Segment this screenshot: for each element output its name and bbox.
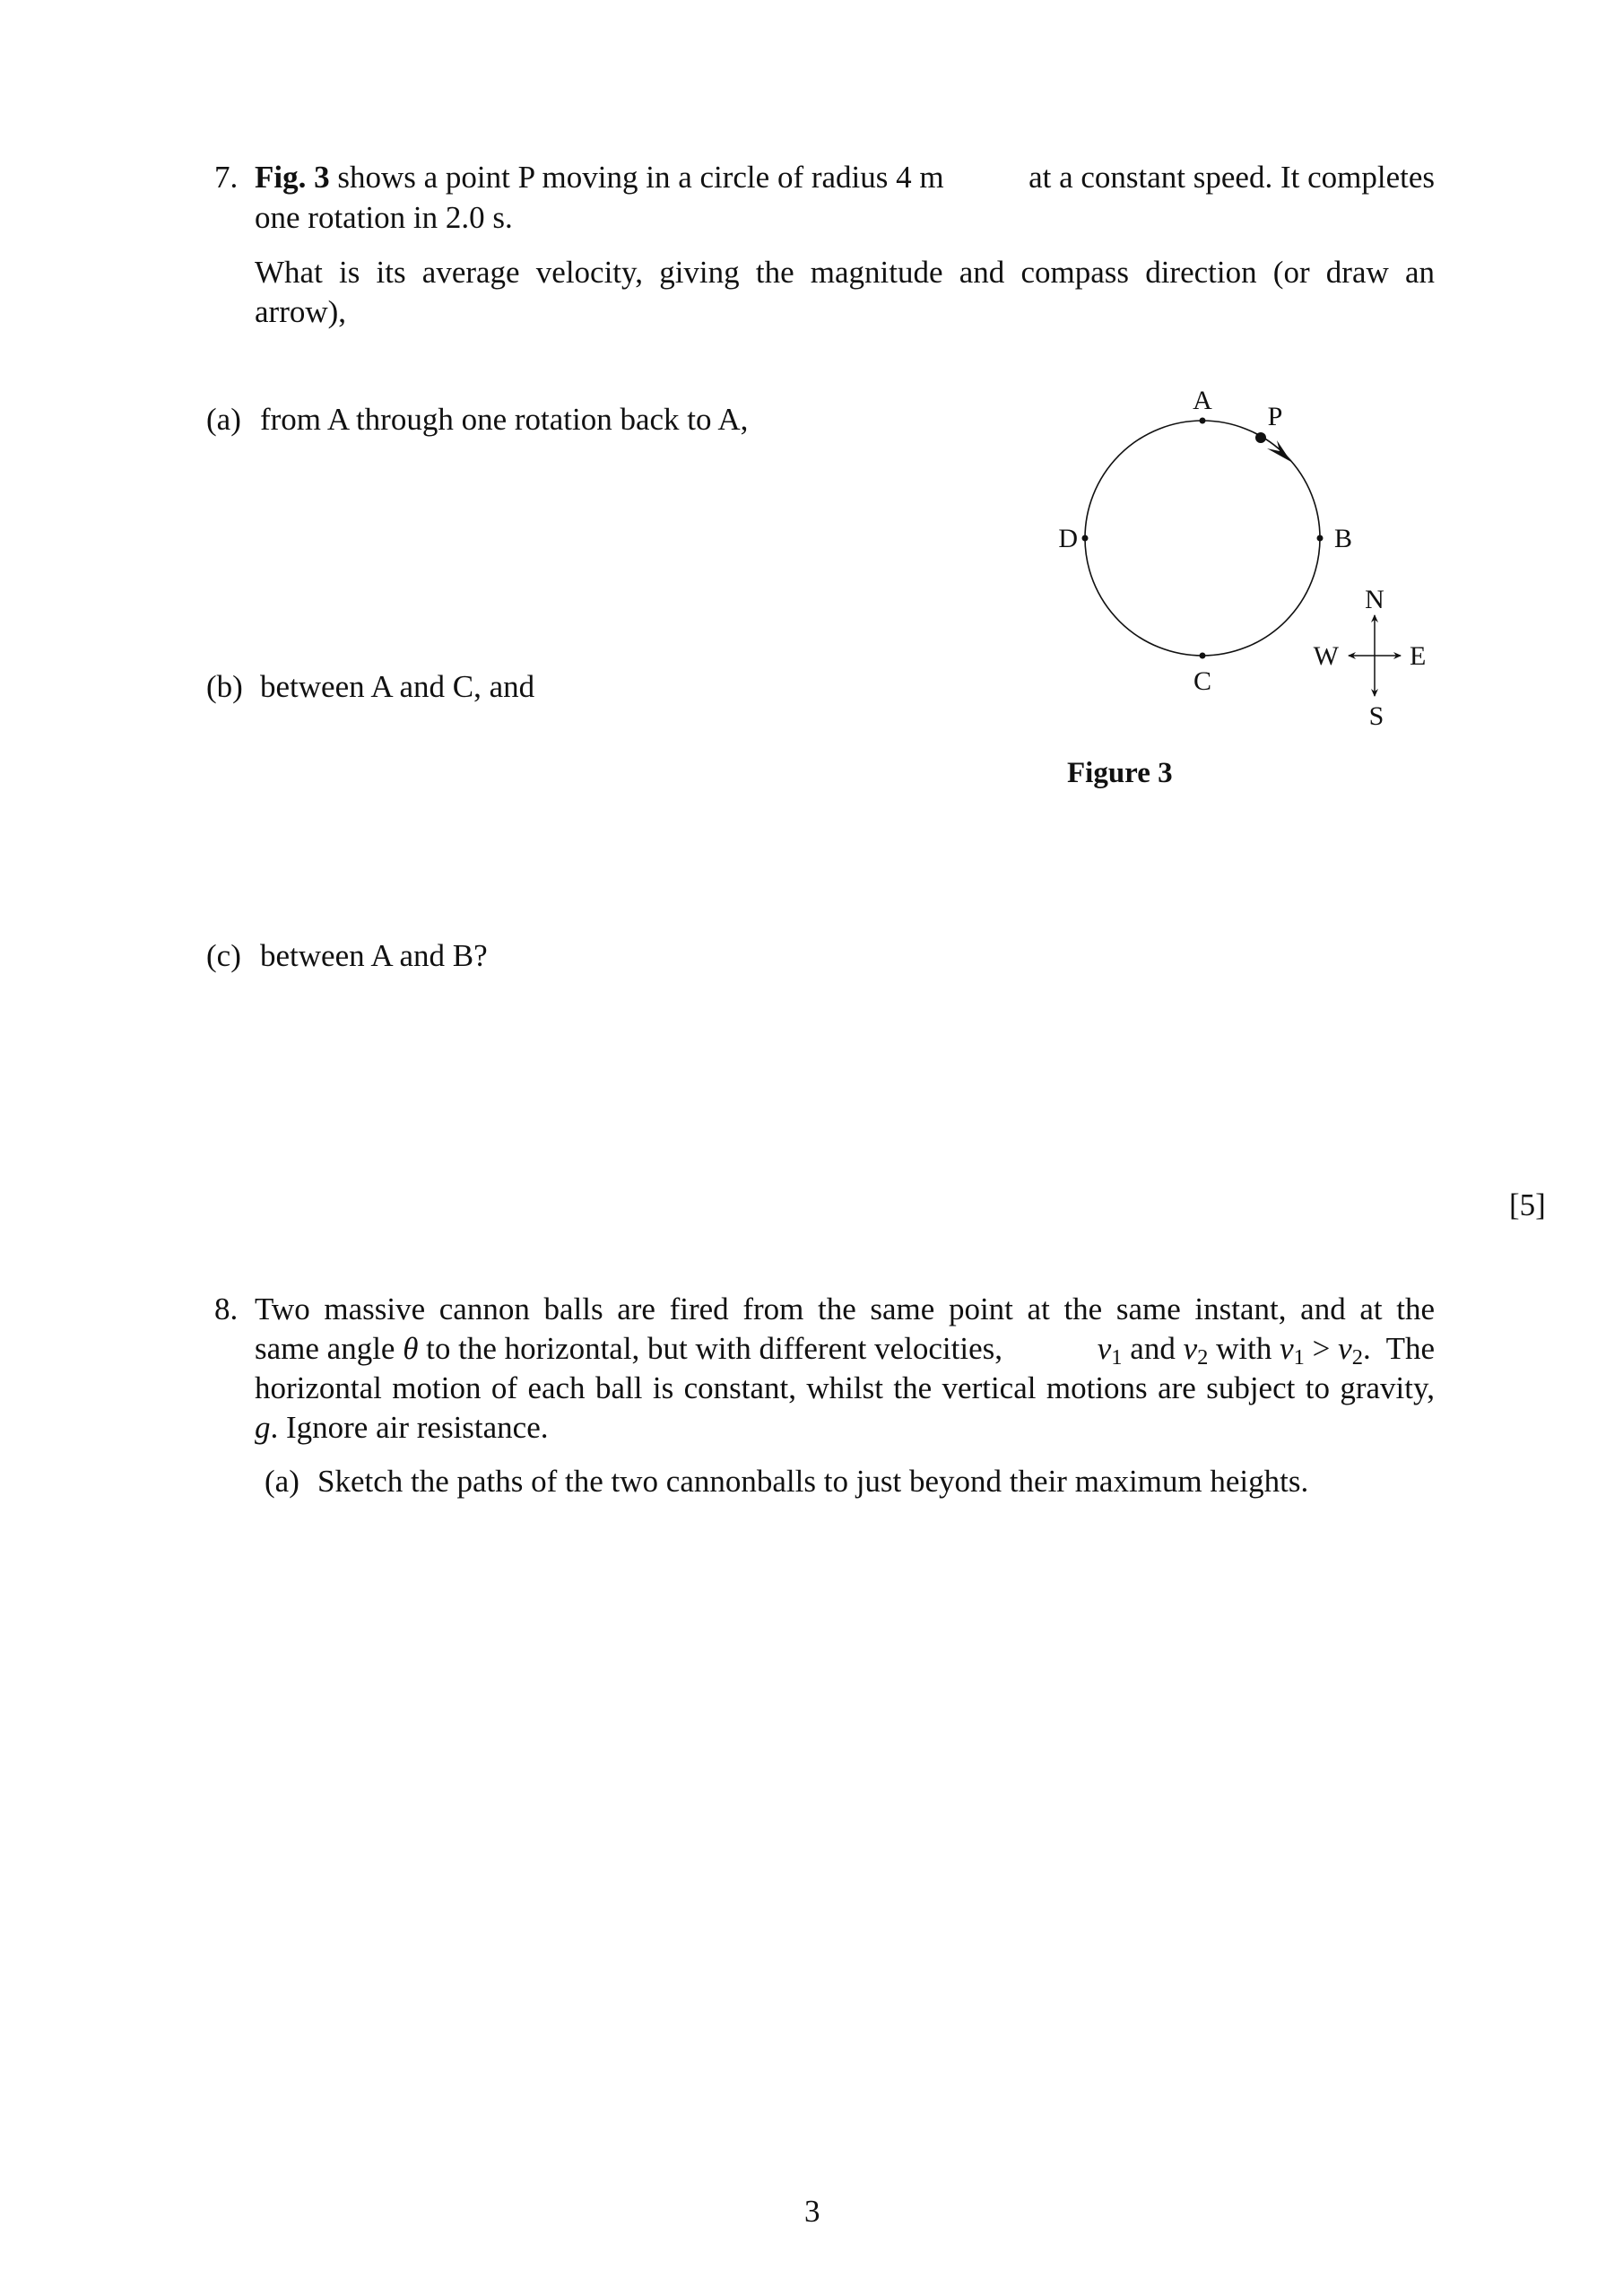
v1-symbol: v [1097,1331,1112,1366]
v2-subscript: 2 [1197,1345,1209,1370]
point-a-dot [1200,418,1206,424]
q8-line2-b: to the horizontal, but with different velocities, [418,1331,1002,1366]
question-7-line-2 [255,202,513,233]
q7-part-c-label: (c) [206,938,241,973]
period-unit: s [484,200,505,235]
q7-part-a-text: from A through one rotation back to A, [260,402,749,437]
question-8-line-2 [255,1331,1435,1370]
theta-symbol: θ [403,1331,419,1366]
radius-value: 4 [896,160,912,195]
question-8-line-3: horizontal motion of each ball is constant, whilst the vertical motions are subject to gravity, [255,1370,1435,1405]
period-value: 2.0 [445,200,485,235]
q8-part-a-text: Sketch the paths of the two cannonballs to just beyond their maximum heights. [317,1464,1309,1499]
v1-subscript: 1 [1111,1345,1123,1370]
q8-line2-lead [255,1333,1002,1364]
point-p-dot [1255,432,1266,443]
compass-label-w: W [1313,641,1339,671]
q8-part-a-label: (a) [265,1464,299,1499]
question-7-line-1 [255,161,1435,193]
q7-line2-b: . [505,200,513,235]
figure-3-diagram [1031,377,1462,735]
gravity-symbol: g [255,1410,271,1445]
compass-rose [1314,585,1427,731]
compass-label-n: N [1365,585,1384,614]
q8-and: and [1122,1331,1184,1366]
compass-label-s: S [1368,701,1384,731]
marks-indicator: [5] [1509,1187,1546,1222]
q7-line2-a: one rotation in [255,200,446,235]
q7-line1-a: shows a point P moving in a circle of radius [329,160,897,195]
label-d: D [1058,524,1078,553]
greater-than-symbol: > [1304,1331,1339,1366]
v1-subscript-compare: 1 [1293,1345,1305,1370]
question-7-line-4: arrow), [255,294,347,329]
figure-reference: Fig. 3 [255,160,330,195]
v2-subscript-compare: 2 [1351,1345,1363,1370]
q7-part-b-text: between A and C, and [260,669,535,704]
q8-line4-text: . Ignore air resistance. [270,1410,549,1445]
radius-unit: m [911,160,944,195]
q8-line2-a: same angle [255,1331,404,1366]
label-b: B [1334,524,1353,553]
q7-line1-lead [255,161,944,193]
page-number: 3 [804,2194,820,2229]
label-c: C [1193,666,1212,696]
q8-line2-c: . The [1362,1331,1435,1366]
question-8-number: 8. [214,1292,239,1326]
point-d-dot [1082,535,1089,542]
v2-symbol: v [1183,1331,1198,1366]
figure-3-caption: Figure 3 [1067,757,1173,789]
label-a: A [1193,386,1212,415]
point-c-dot [1200,653,1206,659]
point-b-dot [1317,535,1324,542]
question-7-line-3: What is its average velocity, giving the magnitude and compass direction (or draw an [255,255,1435,290]
q7-part-c-text: between A and B? [260,938,488,973]
q8-with: with [1208,1331,1280,1366]
question-8-line-1: Two massive cannon balls are fired from the same point at the same instant, and at the [255,1292,1435,1326]
question-8-line-4 [255,1412,549,1443]
v2-symbol-compare: v [1338,1331,1352,1366]
label-p: P [1267,402,1283,431]
q7-line1-b: at a constant speed. It completes [1028,160,1435,195]
v1-symbol-compare: v [1280,1331,1294,1366]
q8-velocities [1097,1331,1435,1370]
question-7-number: 7. [214,160,239,195]
compass-label-e: E [1410,641,1427,671]
q7-part-b-label: (b) [206,669,243,704]
q7-part-a-label: (a) [206,402,241,437]
direction-arrow-icon [1267,440,1291,462]
